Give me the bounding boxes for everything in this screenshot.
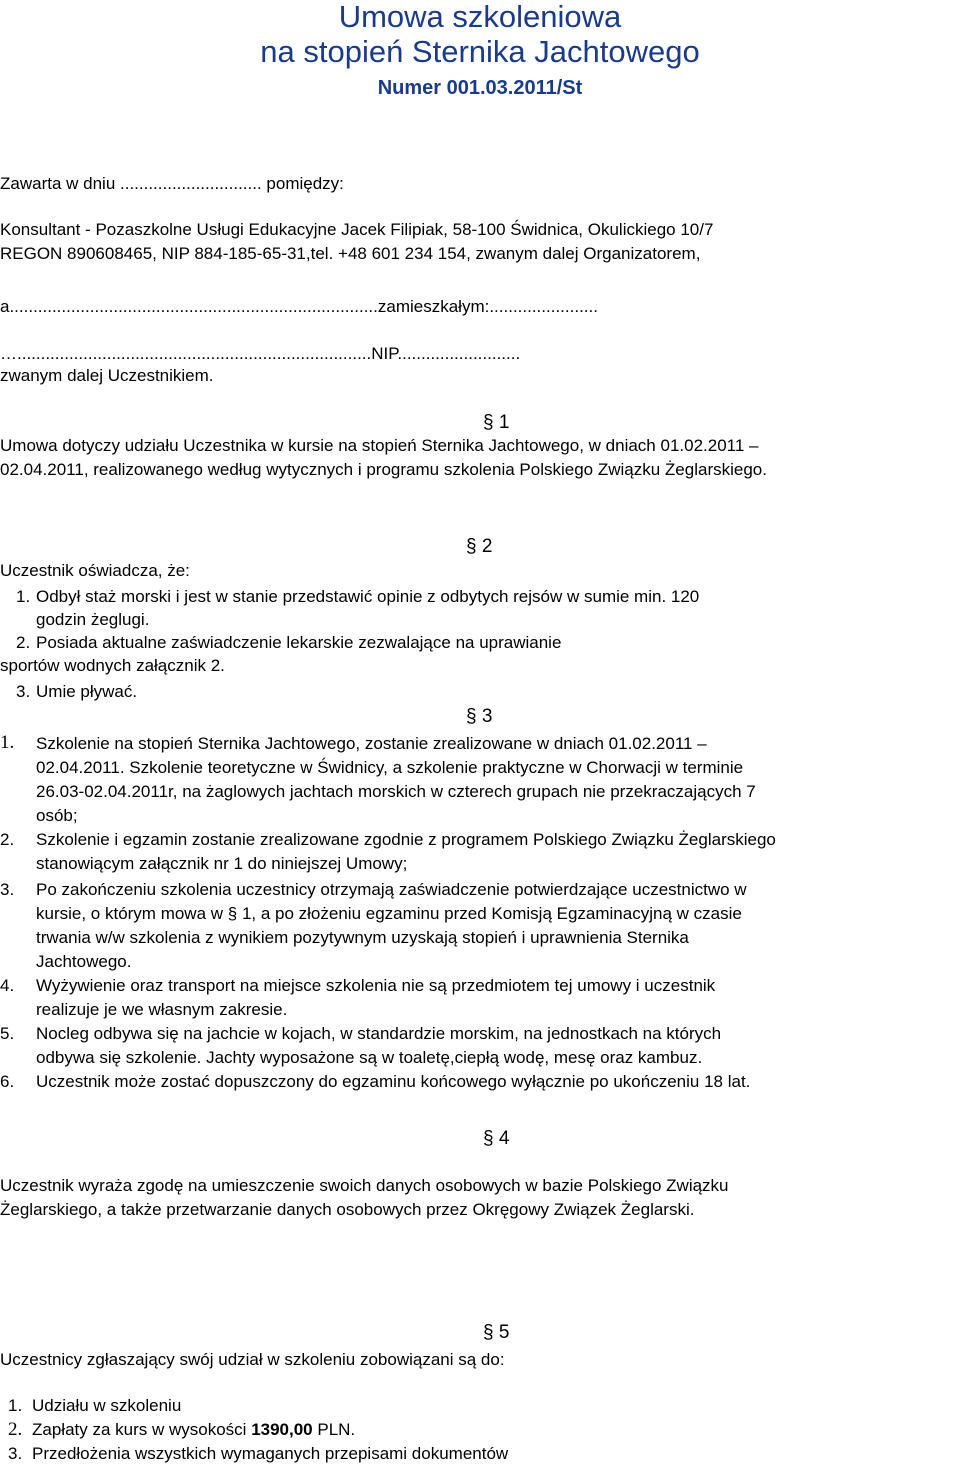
participant-role: Uczestnikiem. [107, 366, 214, 385]
section-3-item4-number: 4. [0, 976, 15, 995]
section-3-item1-number: 1. [0, 732, 15, 753]
section-3-item3-line4: Jachtowego. [36, 952, 132, 971]
participant-role-lead: zwanym dalej [0, 366, 108, 385]
section-2-item2-number: 2. [16, 633, 31, 652]
section-3-item4-line2: realizuje je we własnym zakresie. [36, 1000, 288, 1019]
section-1-mark: § 1 [483, 412, 510, 433]
section-2-item2-line1: Posiada aktualne zaświadczenie lekarskie zezwalające na uprawianie [36, 633, 562, 652]
section-2-item3-number: 3. [16, 682, 31, 701]
organizer-ids: REGON 890608465, NIP 884-185-65-31, [0, 244, 311, 263]
section-3-item1-line1: Szkolenie na stopień Sternika Jachtowego, zostanie zrealizowane w dniach 01.02.2011 – [36, 734, 707, 753]
section-3-item3-number: 3. [0, 880, 15, 899]
section-3-item5-line2: odbywa się szkolenie. Jachty wyposażone są w toaletę,ciepłą wodę, mesę oraz kambuz. [36, 1048, 703, 1067]
section-3-item5-number: 5. [0, 1024, 15, 1043]
section-3-item2-number: 2. [0, 830, 15, 849]
section-4-mark: § 4 [483, 1128, 510, 1149]
section-5-item1: Udziału w szkoleniu [32, 1396, 182, 1415]
organizer-line2 [0, 244, 700, 264]
section-5-item3-number: 3. [8, 1444, 23, 1463]
contract-number: Numer 001.03.2011/St [377, 77, 583, 99]
section-3-item5-line1: Nocleg odbywa się na jachcie w kojach, w standardzie morskim, na jednostkach na których [36, 1024, 722, 1043]
payment-currency: PLN. [312, 1420, 356, 1439]
payment-text: Zapłaty za kurs w wysokości [32, 1420, 252, 1439]
document-title-line1: Umowa szkoleniowa [338, 0, 622, 34]
section-3-mark: § 3 [466, 706, 493, 727]
section-5-item2-number: 2. [8, 1419, 23, 1440]
organizer-role: Organizatorem, [583, 244, 701, 263]
document-title-line2: na stopień Sternika Jachtowego [260, 34, 700, 69]
organizer-phone: tel. +48 601 234 154, zwanym dalej [310, 244, 584, 263]
section-3-item3-line1: Po zakończeniu szkolenia uczestnicy otrzymają zaświadczenie potwierdzające uczestnictwo w [36, 880, 747, 899]
section-2-item1-line2: godzin żeglugi. [36, 610, 150, 629]
section-5-lead: Uczestnicy zgłaszający swój udział w szkoleniu zobowiązani są do: [0, 1350, 505, 1369]
section-5-item2 [32, 1420, 355, 1440]
date-line: Zawarta w dniu .............................. pomiędzy: [0, 174, 344, 193]
section-1-line1: Umowa dotyczy udziału Uczestnika w kursie na stopień Sternika Jachtowego, w dniach 01.02.2011 – [0, 436, 759, 455]
section-3-item6-line1: Uczestnik może zostać dopuszczony do egzaminu końcowego wyłącznie po ukończeniu 18 lat. [36, 1072, 751, 1091]
organizer-line1: Konsultant - Pozaszkolne Usługi Edukacyjne Jacek Filipiak, 58-100 Świdnica, Okulickiego 10/7 [0, 220, 714, 239]
section-2-item1-line1: Odbył staż morski i jest w stanie przedstawić opinie z odbytych rejsów w sumie min. 120 [36, 587, 700, 606]
section-3-item4-line1: Wyżywienie oraz transport na miejsce szkolenia nie są przedmiotem tej umowy i uczestnik [36, 976, 716, 995]
section-5-item1-number: 1. [8, 1396, 23, 1415]
section-2-item2-line2: sportów wodnych załącznik 2. [0, 656, 225, 675]
section-2-item3: Umie pływać. [36, 682, 138, 701]
section-1-line2: 02.04.2011, realizowanego według wytycznych i programu szkolenia Polskiego Związku Żeglarskiego. [0, 460, 767, 479]
section-4-line1: Uczestnik wyraża zgodę na umieszczenie swoich danych osobowych w bazie Polskiego Związku [0, 1176, 729, 1195]
payment-amount: 1390,00 [251, 1420, 313, 1439]
section-3-item2-line2: stanowiącym załącznik nr 1 do niniejszej Umowy; [36, 854, 408, 873]
section-3-item1-line3: 26.03-02.04.2011r, na żaglowych jachtach morskich w czterech grupach nie przekraczających 7 [36, 782, 756, 801]
section-5-item3: Przedłożenia wszystkich wymaganych przepisami dokumentów [32, 1444, 509, 1463]
section-3-item1-line2: 02.04.2011. Szkolenie teoretyczne w Świdnicy, a szkolenie praktyczne w Chorwacji w terminie [36, 758, 744, 777]
participant-line1: a..............................................................................zamieszkałym:....................... [0, 297, 598, 316]
section-2-mark: § 2 [466, 536, 493, 557]
participant-line2: …...........................................................................NIP.......................... [0, 344, 521, 363]
section-3-item6-number: 6. [0, 1072, 15, 1091]
section-4-line2: Żeglarskiego, a także przetwarzanie danych osobowych przez Okręgowy Związek Żeglarski. [0, 1200, 695, 1219]
section-2-item1-number: 1. [16, 587, 31, 606]
section-2-lead: Uczestnik oświadcza, że: [0, 561, 190, 580]
section-3-item1-line4: osób; [36, 806, 78, 825]
participant-line3 [0, 366, 214, 386]
section-3-item3-line3: trwania w/w szkolenia z wynikiem pozytywnym uzyskają stopień i uprawnienia Sternika [36, 928, 689, 947]
section-3-item2-line1: Szkolenie i egzamin zostanie zrealizowane zgodnie z programem Polskiego Związku Żeglarskiego [36, 830, 776, 849]
section-5-mark: § 5 [483, 1322, 510, 1343]
section-3-item3-line2: kursie, o którym mowa w § 1, a po złożeniu egzaminu przed Komisją Egzaminacyjną w czasie [36, 904, 742, 923]
